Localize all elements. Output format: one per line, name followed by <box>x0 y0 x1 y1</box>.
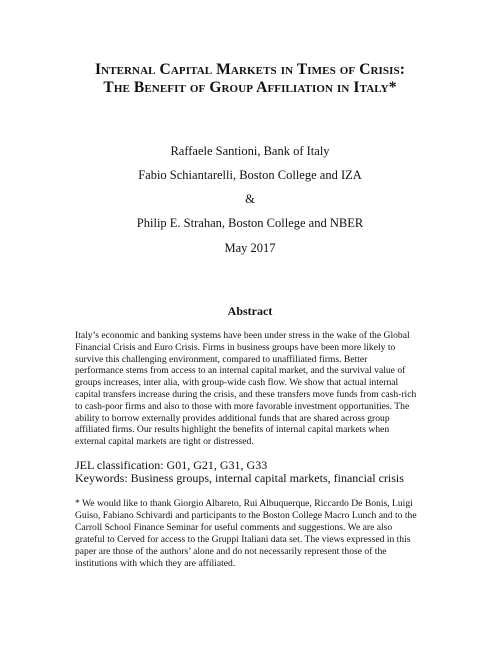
author-separator: & <box>245 192 255 206</box>
abstract-line: groups increases, inter alia, with group-wide cash flow. We show that actual internal <box>75 377 399 389</box>
abstract-line: external capital markets are tight or distressed. <box>75 436 254 448</box>
abstract-line: capital transfers increase during the crisis, and these transfers move funds from cash-rich <box>75 388 417 400</box>
keywords: Keywords: Business groups, internal capital markets, financial crisis <box>75 471 404 485</box>
footnote-line: institutions with which they are affiliated. <box>75 558 236 569</box>
author-2: Fabio Schiantarelli, Boston College and IZA <box>138 168 362 182</box>
footnote-line: grateful to Cerved for access to the Gruppi Italiani data set. The views expressed in this <box>75 534 411 545</box>
footnote-line: * We would like to thank Giorgio Albareto, Rui Albuquerque, Riccardo De Bonis, Luigi <box>75 498 413 509</box>
author-3: Philip E. Strahan, Boston College and NBER <box>136 216 364 230</box>
abstract-heading: Abstract <box>227 304 273 318</box>
footnote-line: Guiso, Fabiano Schivardi and participants to the Boston College Macro Lunch and to the <box>75 510 417 521</box>
abstract-body <box>75 330 435 448</box>
paper-date: May 2017 <box>224 241 276 255</box>
abstract-line: to cash-poor firms and also to those with more favorable investment opportunities. The <box>75 400 410 412</box>
abstract-line: performance stems from access to an internal capital market, and the survival value of <box>75 365 406 377</box>
abstract-line: Italy’s economic and banking systems have been under stress in the wake of the Global <box>75 330 410 341</box>
footnote-line: paper are those of the authors’ alone and do not necessarily represent those of the <box>75 546 387 557</box>
acknowledgement-footnote <box>75 498 435 570</box>
paper-title-line-1: Internal Capital Markets in Times of Crisis: <box>94 61 406 78</box>
abstract-line: survive this challenging environment, compared to unaffiliated firms. Better <box>75 353 368 365</box>
abstract-line: affiliated firms. Our results highlight the benefits of internal capital markets when <box>75 424 390 436</box>
abstract-line: Financial Crisis and Euro Crisis. Firms in business groups have been more likely to <box>75 341 396 353</box>
author-1: Raffaele Santioni, Bank of Italy <box>170 144 330 158</box>
paper-title-line-2: The Benefit of Group Affiliation in Italy* <box>103 79 397 96</box>
abstract-line: ability to borrow externally provides additional funds that are shared across group <box>75 412 390 424</box>
footnote-line: Carroll School Finance Seminar for useful comments and suggestions. We are also <box>75 522 393 533</box>
jel-classification: JEL classification: G01, G21, G31, G33 <box>75 458 268 472</box>
